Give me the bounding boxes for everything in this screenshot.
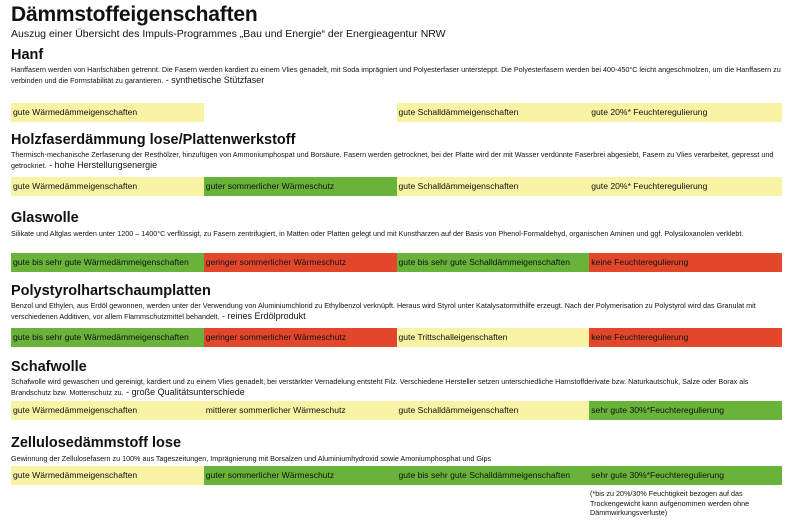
property-cell: geringer sommerlicher Wärmeschutz — [204, 328, 397, 347]
page-subtitle: Auszug einer Übersicht des Impuls-Programmes „Bau und Energie“ der Energieagentur NRW — [11, 28, 446, 40]
property-cell: gute Schalldämmeigenschaften — [397, 177, 590, 196]
property-cell: gute Wärmedämmeigenschaften — [11, 401, 204, 420]
property-cell: guter sommerlicher Wärmeschutz — [204, 177, 397, 196]
section-description: Thermisch-mechanische Zerfaserung der Resthölzer, hinzufügen von Ammoniumphospat und Borsäure. Fasern werden getrocknet, bei der Platte wird der mit Wasser verdünnte Faserbrei abgesiebt, Fasern zu Vlies verarbeitet, gepresst und getrocknet. - hohe Herstellungsenergie — [11, 150, 774, 170]
section-title: Glaswolle — [11, 210, 79, 226]
section-title: Hanf — [11, 47, 44, 63]
property-cell: gute bis sehr gute Wärmedämmeigenschaften — [11, 253, 204, 272]
property-cell: gute bis sehr gute Wärmedämmeigenschaften — [11, 328, 204, 347]
footnote: (*bis zu 20%/30% Feuchtigkeit bezogen auf das Trockengewicht kann aufgenommen werden ohne Dämmwirkungsverluste) — [590, 489, 750, 517]
property-row — [11, 103, 782, 122]
property-cell: gute bis sehr gute Schalldämmeigenschaften — [397, 253, 590, 272]
property-cell: gute Schalldämmeigenschaften — [397, 401, 590, 420]
property-row — [11, 253, 782, 272]
property-cell: geringer sommerlicher Wärmeschutz — [204, 253, 397, 272]
property-cell: mittlerer sommerlicher Wärmeschutz — [204, 401, 397, 420]
section-title: Zellulosedämmstoff lose — [11, 435, 182, 451]
property-cell: keine Feuchteregulierung — [589, 253, 782, 272]
section-description: Benzol und Ethylen, aus Erdöl gewonnen, werden unter der Verwendung von Aluminiumchlorid zu Ethylbenzol verknüpft. Heraus wird Styrol unter Katalysatormithilfe erzeugt. Nach der Polymerisation zu Polystyrol wird das Granulat mit verschiedenen Additiven, vor allem Flammschutzmittel behandelt. - reines Erdölprodukt — [11, 301, 756, 321]
section-description: Gewinnung der Zellulosefasern zu 100% aus Tageszeitungen, Imprägnierung mit Borsalzen und Aluminiumhydroxid sowie Amoniumphosphat und Gips — [11, 454, 492, 463]
property-cell: sehr gute 30%*Feuchteregulierung — [589, 401, 782, 420]
section-note: - hohe Herstellungsenergie — [46, 160, 158, 170]
property-cell: gute bis sehr gute Schalldämmeigenschaften — [397, 466, 590, 485]
property-row — [11, 401, 782, 420]
property-cell: gute Schalldämmeigenschaften — [397, 103, 590, 122]
property-cell: sehr gute 30%*Feuchteregulierung — [589, 466, 782, 485]
section-title: Polystyrolhartschaumplatten — [11, 283, 211, 299]
property-cell: gute Trittschalleigenschaften — [397, 328, 590, 347]
property-cell: gute Wärmedämmeigenschaften — [11, 177, 204, 196]
property-cell: gute Wärmedämmeigenschaften — [11, 103, 204, 122]
property-cell — [204, 103, 397, 122]
section-description: Silikate und Altglas werden unter 1200 – 1400°C verflüssigt, zu Fasern zentrifugiert, in Matten oder Platten gelegt und mit Kunstharzen auf der Basis von Phenol-Formaldehyd, organischen Aminen und ggf. Polysiloxanolen verklebt. — [11, 229, 744, 238]
section-note: - synthetische Stützfaser — [163, 75, 265, 85]
property-cell: gute 20%* Feuchteregulierung — [589, 177, 782, 196]
property-cell: gute Wärmedämmeigenschaften — [11, 466, 204, 485]
section-note: - reines Erdölprodukt — [219, 311, 306, 321]
section-note: - große Qualitätsunterschiede — [123, 387, 245, 397]
section-description: Hanffasern werden von Hanfschäben getrennt. Die Fasern werden kardiert zu einem Vlies genadelt, mit Soda imprägniert und Polyesterfaser untersteppt. Die Polyesterfasern werden bei 400-450°C leicht angeschmolzen, um die Hanffasern zu verbinden und die Formstabilität zu garantieren. - synthetische Stützfaser — [11, 65, 781, 85]
section-title: Holzfaserdämmung lose/Plattenwerkstoff — [11, 132, 296, 148]
property-row — [11, 328, 782, 347]
page-title: Dämmstoffeigenschaften — [11, 3, 258, 26]
property-cell: guter sommerlicher Wärmeschutz — [204, 466, 397, 485]
section-description: Schafwolle wird gewaschen und gereinigt, kardiert und zu einem Vlies genadelt, bei verstärkter Vernadelung entsteht Filz. Verschiedene Hersteller setzen unterschiedliche Harnstoffderivate bzw. Naturkautschuk, Salze oder Borax als Brandschutz bzw. Mottenschutz zu. - große Qualitätsunterschiede — [11, 377, 749, 397]
property-row — [11, 177, 782, 196]
property-cell: keine Feuchteregulierung — [589, 328, 782, 347]
property-cell: gute 20%* Feuchteregulierung — [589, 103, 782, 122]
property-row — [11, 466, 782, 485]
section-title: Schafwolle — [11, 359, 87, 375]
